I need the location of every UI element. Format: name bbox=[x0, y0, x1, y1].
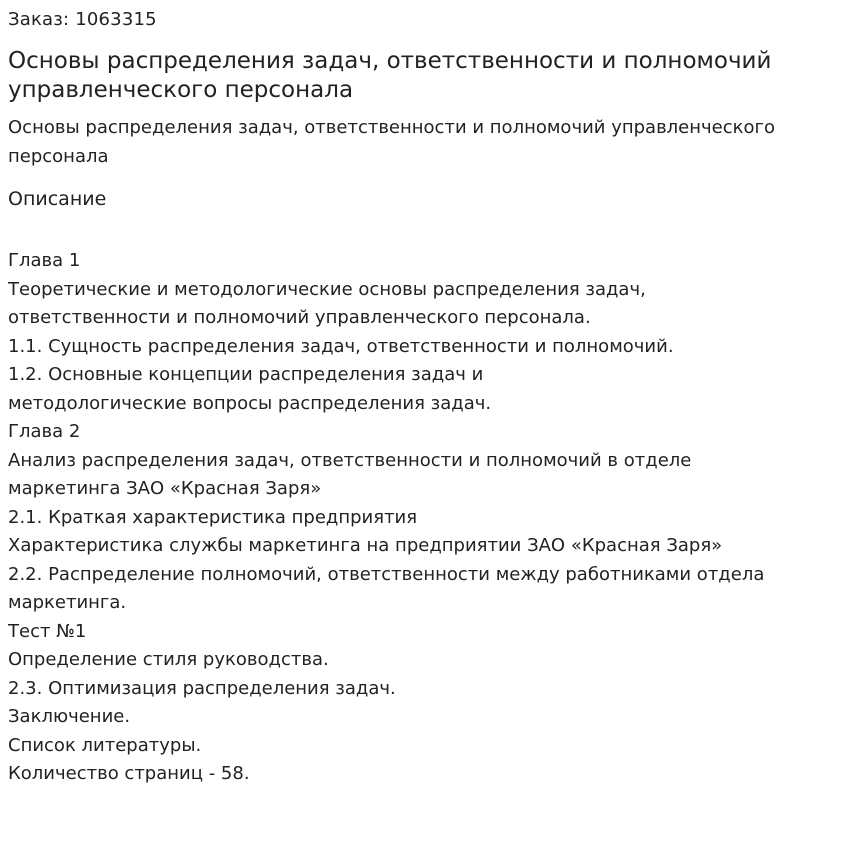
contents-line: Заключение. bbox=[8, 706, 131, 727]
contents-line: Список литературы. bbox=[8, 734, 202, 756]
contents-line: Характеристика службы маркетинга на предприятии ЗАО «Красная Заря» bbox=[8, 535, 723, 556]
contents-line: Определение стиля руководства. bbox=[8, 649, 329, 670]
contents-line: 2.3. Оптимизация распределения задач. bbox=[8, 677, 396, 699]
contents-line: методологические вопросы распределения задач. bbox=[8, 392, 492, 414]
contents-line: Анализ распределения задач, ответственности и полномочий в отделе bbox=[8, 449, 692, 471]
page-subtitle: Основы распределения задач, ответственности и полномочий управленческого персонала bbox=[8, 117, 775, 167]
contents-line: маркетинга ЗАО «Красная Заря» bbox=[8, 478, 322, 499]
contents-line: Тест №1 bbox=[8, 620, 87, 642]
contents-line: 1.2. Основные концепции распределения задач и bbox=[8, 364, 484, 385]
order-number: Заказ: 1063315 bbox=[8, 9, 157, 30]
contents-line: 2.2. Распределение полномочий, ответственности между работниками отдела bbox=[8, 563, 765, 585]
contents-line: Глава 1 bbox=[8, 250, 81, 271]
contents-line: маркетинга. bbox=[8, 592, 127, 613]
description-heading: Описание bbox=[8, 188, 107, 210]
page-count: Количество страниц - 58. bbox=[8, 763, 250, 784]
page-title: Основы распределения задач, ответственности и полномочий управленческого персонала bbox=[8, 48, 772, 103]
contents-line: ответственности и полномочий управленческого персонала. bbox=[8, 307, 591, 328]
contents-line: 2.1. Краткая характеристика предприятия bbox=[8, 506, 418, 528]
contents-line: Глава 2 bbox=[8, 421, 81, 442]
contents-list bbox=[8, 247, 838, 789]
contents-line: 1.1. Сущность распределения задач, ответственности и полномочий. bbox=[8, 335, 674, 357]
contents-line: Теоретические и методологические основы распределения задач, bbox=[8, 278, 646, 300]
